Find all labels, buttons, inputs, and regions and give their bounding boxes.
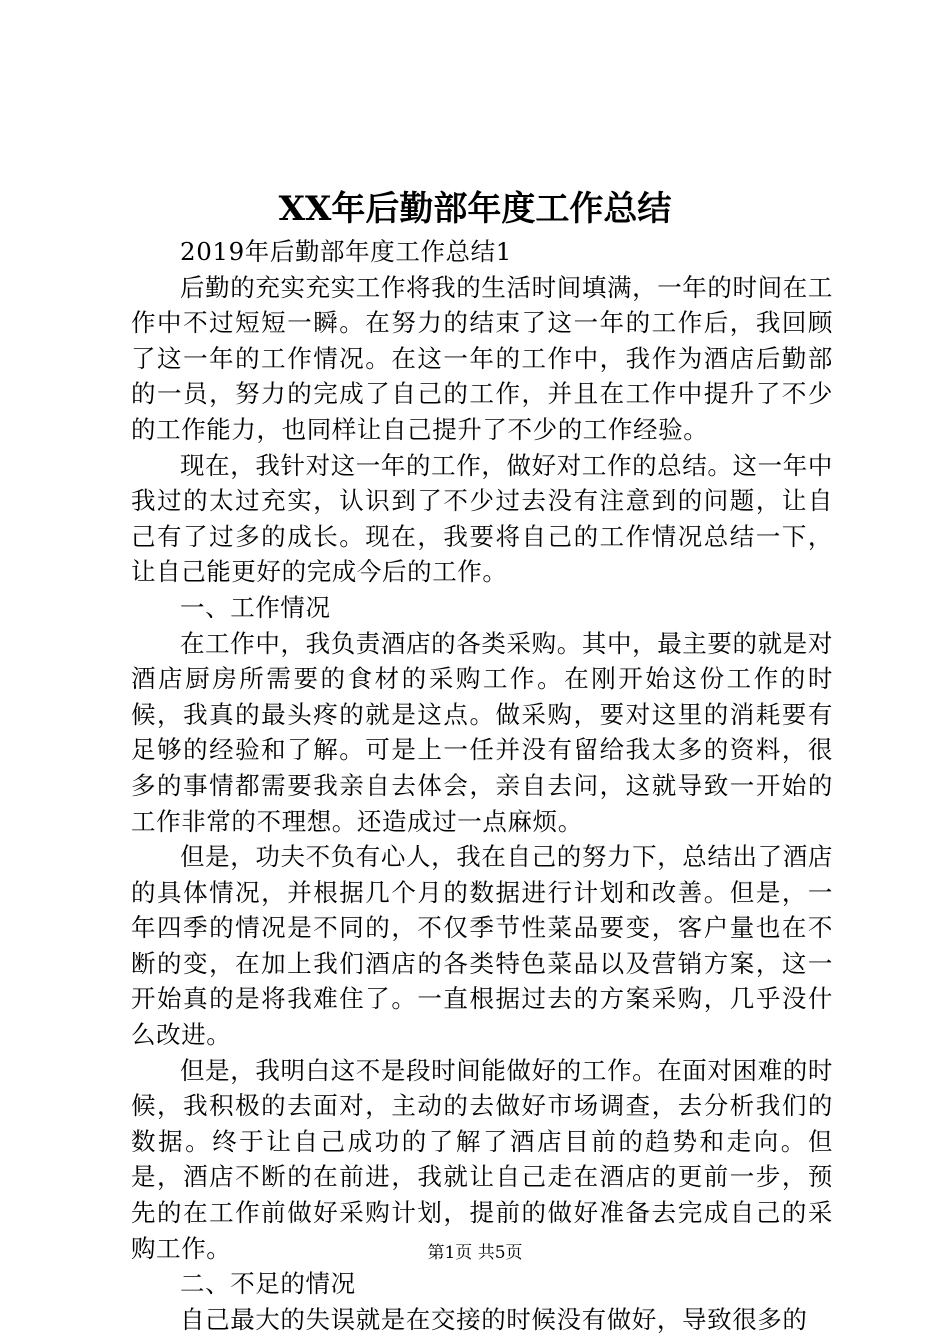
body-paragraph: 自己最大的失误就是在交接的时候没有做好，导致很多的 xyxy=(180,1304,808,1334)
body-paragraph: 现在，我针对这一年的工作，做好对工作的总结。这一年中我过的太过充实，认识到了不少过去没有注意到的问题，让自己有了过多的成长。现在，我要将自己的工作情况总结一下，让自己能更好的完成今后的工作。 xyxy=(131,450,833,587)
section-heading: 一、工作情况 xyxy=(180,592,331,622)
body-paragraph: 但是，功夫不负有心人，我在自己的努力下，总结出了酒店的具体情况，并根据几个月的数据进行计划和改善。但是，一年四季的情况是不同的，不仅季节性菜品要变，客户量也在不断的变，在加上我们酒店的各类特色菜品以及营销方案，这一开始真的是将我难住了。一直根据过去的方案采购，几乎没什么改进。 xyxy=(131,842,833,1050)
section-heading: 二、不足的情况 xyxy=(180,1269,356,1299)
body-paragraph: 但是，我明白这不是段时间能做好的工作。在面对困难的时候，我积极的去面对，主动的去做好市场调查，去分析我们的数据。终于让自己成功的了解了酒店目前的趋势和走向。但是，酒店不断的在前进，我就让自己走在酒店的更前一步，预先的在工作前做好采购计划，提前的做好准备去完成自己的采购工作。 xyxy=(131,1055,833,1263)
page-footer: 第1页 共5页 xyxy=(427,1243,523,1263)
body-paragraph: 在工作中，我负责酒店的各类采购。其中，最主要的就是对酒店厨房所需要的食材的采购工作。在刚开始这份工作的时候，我真的最头疼的就是这点。做采购，要对这里的消耗要有足够的经验和了解。可是上一任并没有留给我太多的资料，很多的事情都需要我亲自去体会，亲自去问，这就导致一开始的工作非常的不理想。还造成过一点麻烦。 xyxy=(131,628,833,836)
document-title: XX年后勤部年度工作总结 xyxy=(278,189,672,229)
subtitle-paragraph: 2019年后勤部年度工作总结1 xyxy=(180,237,512,266)
body-paragraph: 后勤的充实充实工作将我的生活时间填满，一年的时间在工作中不过短短一瞬。在努力的结束了这一年的工作后，我回顾了这一年的工作情况。在这一年的工作中，我作为酒店后勤部的一员，努力的完成了自己的工作，并且在工作中提升了不少的工作能力，也同样让自己提升了不少的工作经验。 xyxy=(131,272,833,444)
document-body xyxy=(131,234,833,1337)
